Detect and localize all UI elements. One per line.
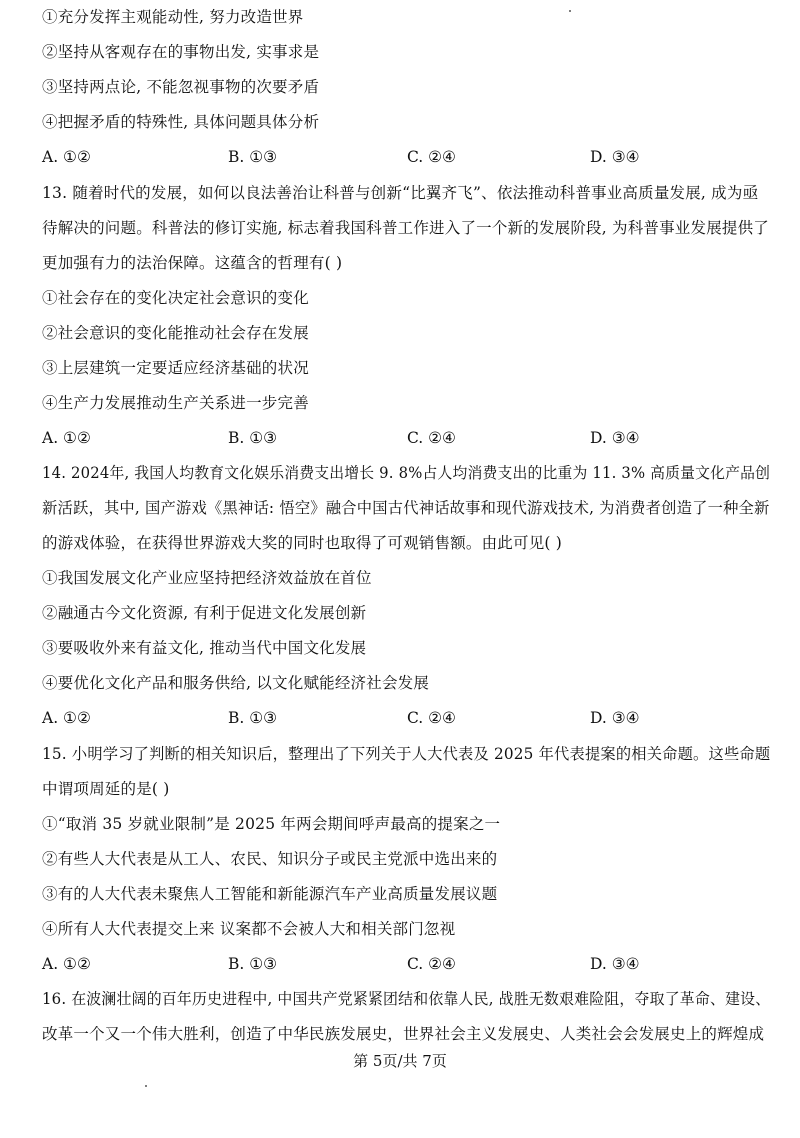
q15-option-d: D. ③④ [590,955,640,973]
q13-option-b: B. ①③ [228,429,278,447]
q13-item-1: ①社会存在的变化决定社会意识的变化 [42,289,309,307]
q12-option-a: A. ①② [42,148,91,166]
q13-stem-line-1: 13. 随着时代的发展，如何以良法善治让科普与创新“比翼齐飞”、依法推动科普事业高质量发展, 成为亟 [42,184,759,202]
q14-options [42,707,742,729]
q12-option-b: B. ①③ [228,148,278,166]
q13-option-c: C. ②④ [407,429,456,447]
q13-options [42,427,742,449]
q14-stem-line-3: 的游戏体验，在获得世界游戏大奖的同时也取得了可观销售额。由此可见( ) [42,534,563,552]
q15-item-4: ④所有人大代表提交上来 议案都不会被人大和相关部门忽视 [42,920,456,938]
q13-item-4: ④生产力发展推动生产关系进一步完善 [42,394,309,412]
q13-option-d: D. ③④ [590,429,640,447]
q15-item-1: ①“取消 35 岁就业限制”是 2025 年两会期间呼声最高的提案之一 [42,815,501,833]
q14-item-4: ④要优化文化产品和服务供给, 以文化赋能经济社会发展 [42,674,430,692]
q13-item-2: ②社会意识的变化能推动社会存在发展 [42,324,309,342]
q14-item-2: ②融通古今文化资源, 有利于促进文化发展创新 [42,604,367,622]
q14-option-a: A. ①② [42,709,91,727]
q12-item-2: ②坚持从客观存在的事物出发, 实事求是 [42,43,320,61]
q12-option-c: C. ②④ [407,148,456,166]
q13-stem-line-3: 更加强有力的法治保障。这蕴含的哲理有( ) [42,254,343,272]
q12-item-3: ③坚持两点论, 不能忽视事物的次要矛盾 [42,78,320,96]
q15-item-2: ②有些人大代表是从工人、农民、知识分子或民主党派中选出来的 [42,850,498,868]
q13-item-3: ③上层建筑一定要适应经济基础的状况 [42,359,309,377]
q14-stem-line-2: 新活跃，其中, 国产游戏《黑神话: 悟空》融合中国古代神话故事和现代游戏技术, 为消费者创造了一种全新 [42,499,770,517]
q16-stem-line-2: 改革一个又一个伟大胜利，创造了中华民族发展史，世界社会主义发展史、人类社会会发展史上的辉煌成 [42,1025,765,1043]
q12-options [42,146,742,168]
q15-option-b: B. ①③ [228,955,278,973]
q14-option-b: B. ①③ [228,709,278,727]
q13-stem-line-2: 待解决的问题。科普法的修订实施, 标志着我国科普工作进入了一个新的发展阶段, 为科普事业发展提供了 [42,219,770,237]
page-number: 第 5页/共 7页 [353,1052,447,1070]
q15-option-c: C. ②④ [407,955,456,973]
scan-speck [145,1085,147,1087]
q14-item-1: ①我国发展文化产业应坚持把经济效益放在首位 [42,569,372,587]
q14-option-c: C. ②④ [407,709,456,727]
q12-item-4: ④把握矛盾的特殊性, 具体问题具体分析 [42,113,320,131]
q16-stem-line-1: 16. 在波澜壮阔的百年历史进程中, 中国共产党紧紧团结和依靠人民, 战胜无数艰难险阻，夺取了革命、建设、 [42,990,771,1008]
q15-stem-line-1: 15. 小明学习了判断的相关知识后，整理出了下列关于人大代表及 2025 年代表提案的相关命题。这些命题 [42,745,771,763]
q12-item-1: ①充分发挥主观能动性, 努力改造世界 [42,8,304,26]
q14-option-d: D. ③④ [590,709,640,727]
q14-stem-line-1: 14. 2024年, 我国人均教育文化娱乐消费支出增长 9. 8%占人均消费支出的比重为 11. 3% 高质量文化产品创 [42,464,771,482]
scan-speck [569,10,571,12]
q15-item-3: ③有的人大代表未聚焦人工智能和新能源汽车产业高质量发展议题 [42,885,498,903]
q15-option-a: A. ①② [42,955,91,973]
q14-item-3: ③要吸收外来有益文化, 推动当代中国文化发展 [42,639,367,657]
q15-options [42,953,742,975]
q15-stem-line-2: 中谓项周延的是( ) [42,780,170,798]
q12-option-d: D. ③④ [590,148,640,166]
q13-option-a: A. ①② [42,429,91,447]
